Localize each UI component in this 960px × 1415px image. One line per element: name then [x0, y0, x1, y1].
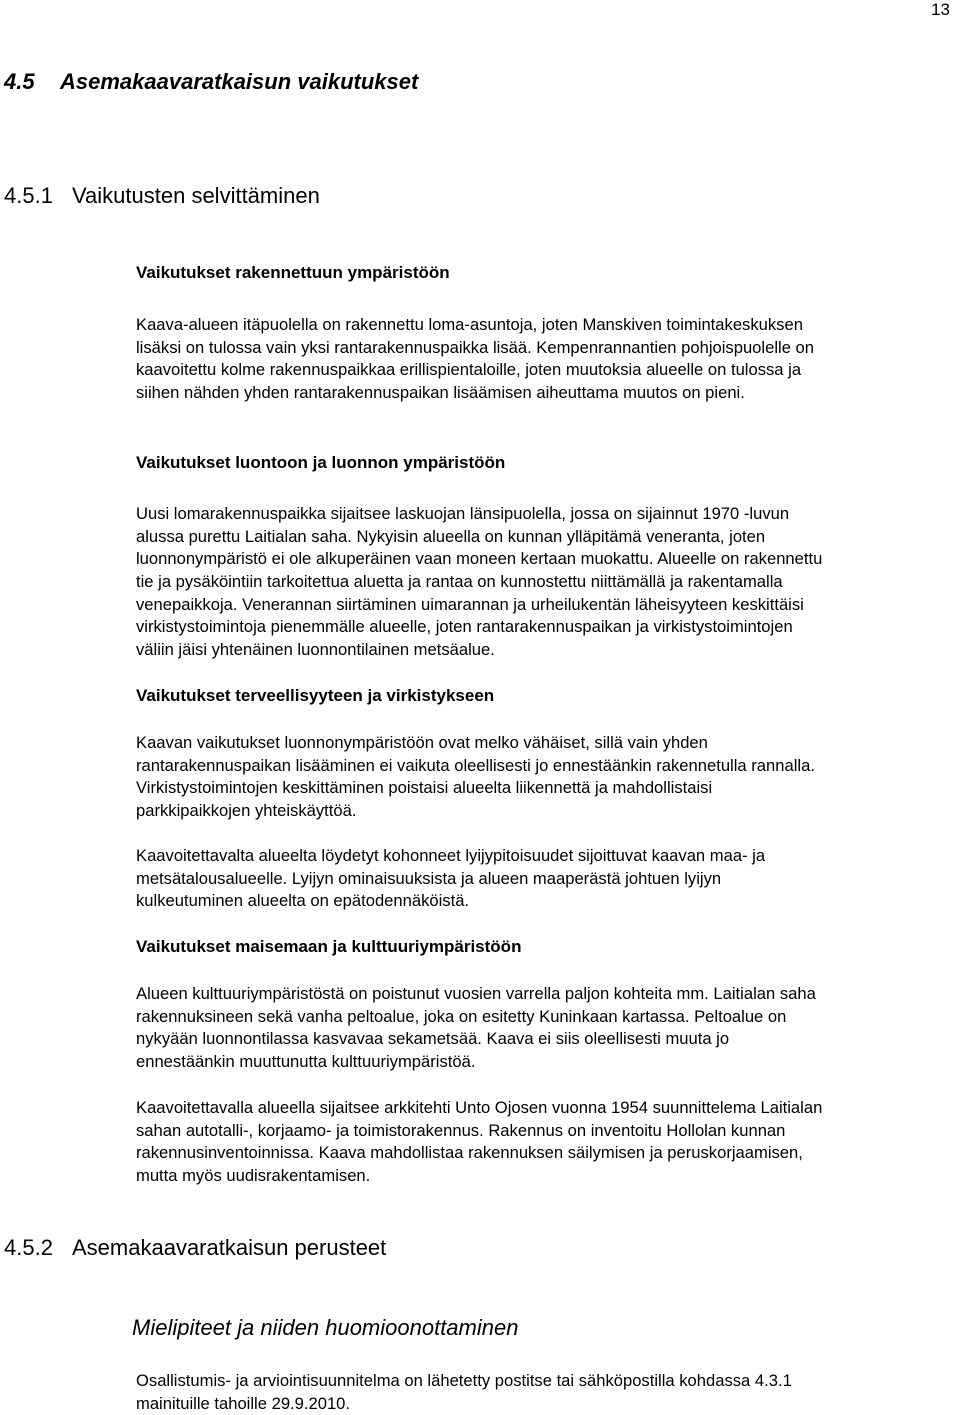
- text-line: sahan autotalli-, korjaamo- ja toimistorakennus. Rakennus on inventoitu Hollolan kunnan: [136, 1120, 786, 1140]
- text-line: metsätalousalueelle. Lyijyn ominaisuuksista ja alueen maaperästä johtuen lyijyn: [136, 868, 722, 888]
- subsection-number-2: 4.5.2: [4, 1235, 53, 1260]
- text-line: mutta myös uudisrakentamisen.: [136, 1166, 371, 1186]
- heading-opinions: Mielipiteet ja niiden huomioonottaminen: [132, 1315, 519, 1340]
- text-line: kulkeutuminen alueelta on epätodennäköistä.: [136, 891, 470, 911]
- subsection-title-2: Asemakaavaratkaisun perusteet: [72, 1235, 387, 1260]
- text-line: Alueen kulttuuriympäristöstä on poistunut vuosien varrella paljon kohteita mm. Laitialan saha: [136, 984, 816, 1003]
- text-line: Kaavan vaikutukset luonnonympäristöön ovat melko vähäiset, sillä vain yhden: [136, 733, 708, 752]
- text-line: ennestäänkin muuttunutta kulttuuriympäristöä.: [136, 1052, 476, 1072]
- text-line: mainituille tahoille 29.9.2010.: [136, 1393, 351, 1413]
- heading-landscape: Vaikutukset maisemaan ja kulttuuriympäristöön: [136, 937, 522, 956]
- heading-built-environment: Vaikutukset rakennettuun ympäristöön: [136, 263, 450, 282]
- text-line: Kaavoitettavalla alueella sijaitsee arkkitehti Unto Ojosen vuonna 1954 suunnittelema Laitialan: [136, 1098, 823, 1117]
- text-line: väliin jäisi yhtenäinen luonnontilainen metsäalue.: [136, 640, 495, 660]
- text-line: tie ja pysäköintiin tarkoitettua aluetta ja rantaa on kunnostettu niittämällä ja rakentamalla: [136, 572, 783, 592]
- text-line: Kaavoitettavalta alueelta löydetyt kohonneet lyijypitoisuudet sijoittuvat kaavan maa- ja: [136, 846, 766, 865]
- section-heading: [4, 69, 418, 95]
- text-line: rakennuksineen sekä vanha peltoalue, joka on esitetty Kuninkaan kartassa. Peltoalue on: [136, 1006, 787, 1026]
- page-number: 13: [931, 0, 950, 19]
- heading-nature: Vaikutukset luontoon ja luonnon ympäristöön: [136, 453, 506, 472]
- paragraph-landscape-2: [136, 1097, 960, 1188]
- paragraph-nature: [136, 503, 960, 662]
- section-number: 4.5: [4, 69, 35, 94]
- text-line: rantarakennuspaikan lisääminen ei vaikuta oleellisesti jo ennestäänkin rakennetulla rannalla.: [136, 755, 815, 775]
- subsection-number-1: 4.5.1: [4, 183, 53, 208]
- text-line: rakennusinventoinnissa. Kaava mahdollistaa rakennuksen säilymisen ja peruskorjaamisen,: [136, 1143, 803, 1163]
- subsection-heading-2: [4, 1235, 386, 1261]
- paragraph-health-2: [136, 845, 960, 913]
- paragraph-landscape-1: [136, 983, 960, 1074]
- heading-health: Vaikutukset terveellisyyteen ja virkistykseen: [136, 686, 495, 705]
- text-line: siihen nähden yhden rantarakennuspaikan lisäämisen aiheuttama muutos on pieni.: [136, 383, 745, 403]
- text-line: kaavoitettu kolme rakennuspaikkaa erillispientaloille, joten muutoksia alueelle on tulossa ja: [136, 360, 802, 380]
- section-title: Asemakaavaratkaisun vaikutukset: [60, 69, 419, 94]
- paragraph-opinions: [136, 1370, 960, 1415]
- text-line: parkkipaikkojen yhteiskäyttöä.: [136, 801, 357, 821]
- paragraph-built-environment: [136, 314, 960, 405]
- subsection-heading-1: [4, 183, 320, 209]
- text-line: Uusi lomarakennuspaikka sijaitsee laskuojan länsipuolella, jossa on sijainnut 1970 -luvun: [136, 504, 790, 523]
- text-line: venepaikkoja. Venerannan siirtäminen uimarannan ja urheilukentän läheisyyteen keskittäisi: [136, 594, 804, 614]
- text-line: luonnonympäristö ei ole alkuperäinen vaan moneen kertaan muokattu. Alueelle on rakennettu: [136, 549, 823, 569]
- text-line: Kaava-alueen itäpuolella on rakennettu loma-asuntoja, joten Manskiven toimintakeskuksen: [136, 315, 803, 334]
- text-line: alussa purettu Laitialan saha. Nykyisin alueella on kunnan ylläpitämä veneranta, joten: [136, 526, 766, 546]
- text-line: nykyään luonnontilassa kasvavaa sekametsää. Kaava ei siis oleellisesti muuta jo: [136, 1029, 730, 1049]
- paragraph-health-1: [136, 732, 960, 823]
- text-line: lisäksi on tulossa vain yksi rantarakennuspaikka lisää. Kempenrannantien pohjoispuolelle on: [136, 337, 814, 357]
- text-line: virkistystoimintoja pienemmälle alueelle, joten rantarakennuspaikan ja virkistystoimintojen: [136, 617, 793, 637]
- subsection-title-1: Vaikutusten selvittäminen: [72, 183, 320, 208]
- text-line: Virkistystoimintojen keskittäminen poistaisi alueelta liikennettä ja mahdollistaisi: [136, 778, 713, 798]
- text-line: Osallistumis- ja arviointisuunnitelma on lähetetty postitse tai sähköpostilla kohdassa 4.3.1: [136, 1371, 792, 1390]
